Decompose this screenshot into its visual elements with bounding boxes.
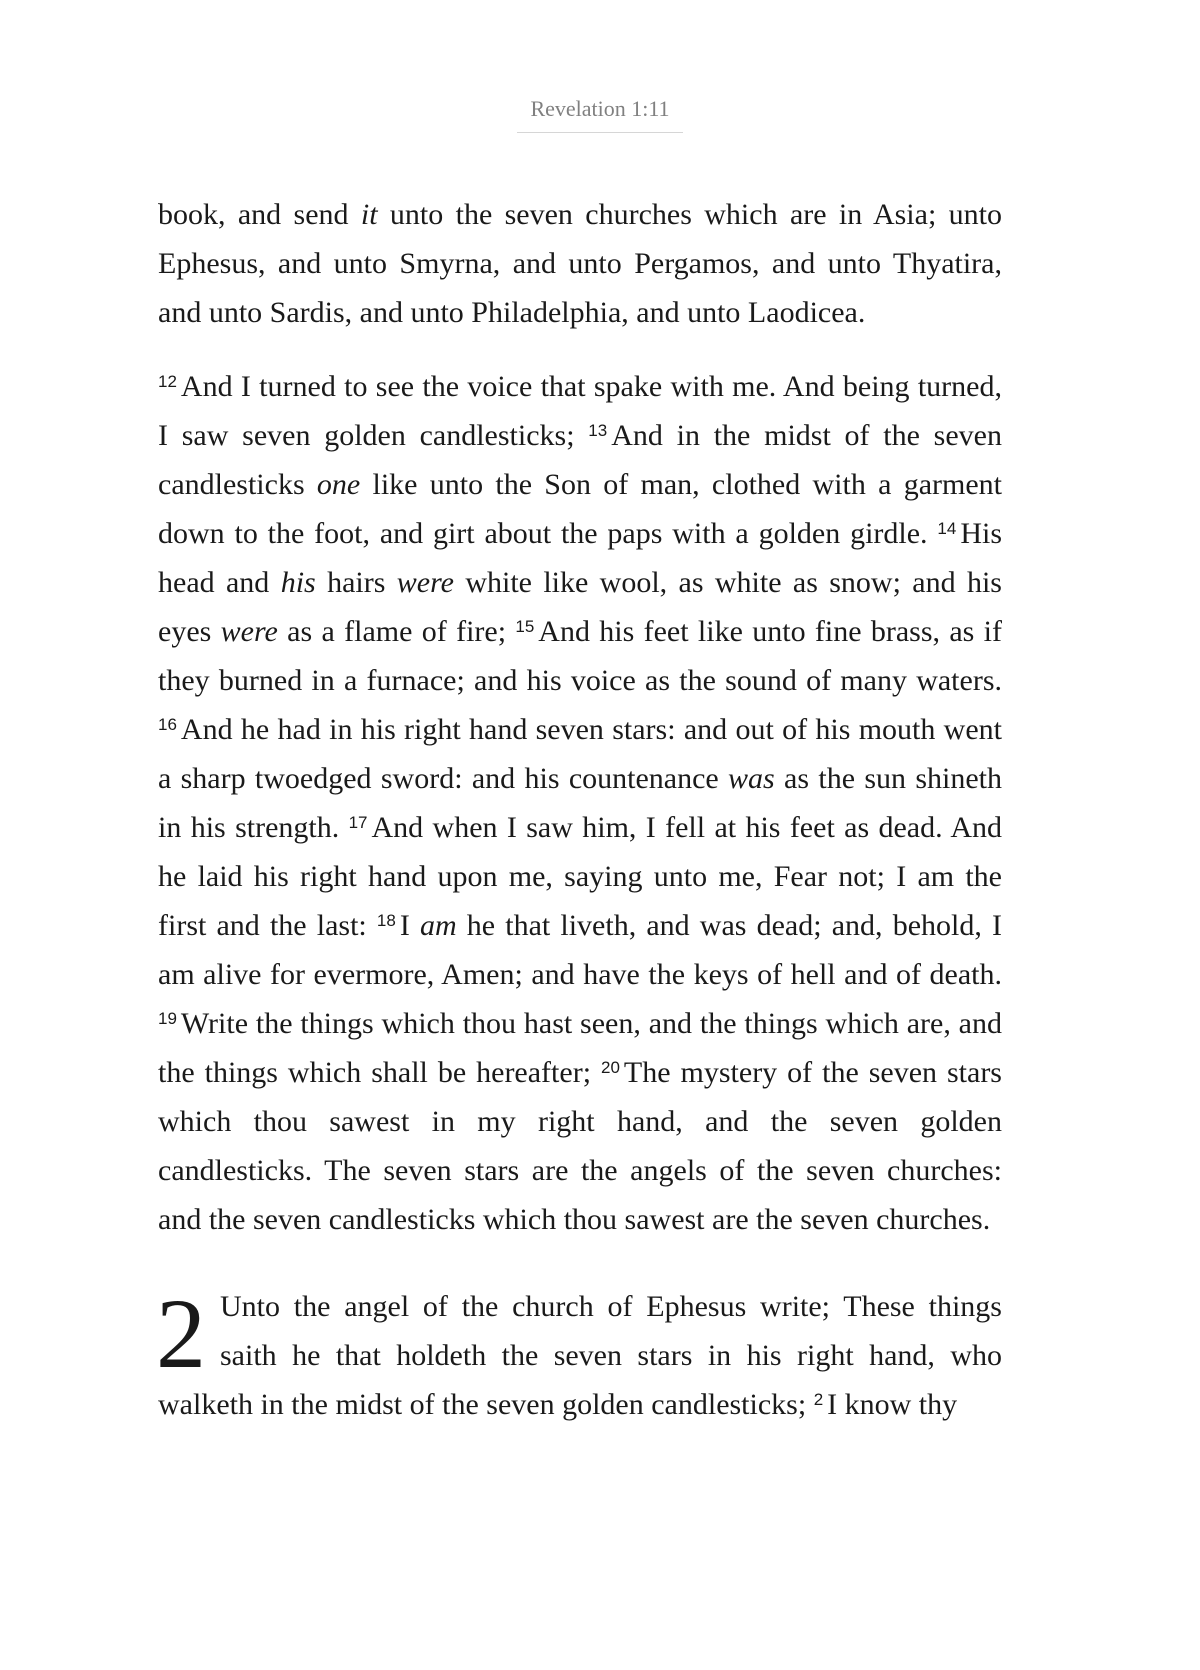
chapter-number-drop-cap: 2	[156, 1278, 206, 1389]
text-segment: And his feet like unto fine brass, as if they burned in a furnace; and his voice as the sound of many waters.	[158, 615, 1002, 697]
verse-number-16: 16	[158, 715, 177, 734]
italic-word: one	[316, 468, 361, 501]
italic-word: were	[396, 566, 454, 599]
italic-word: am	[419, 909, 457, 942]
verse-number-20: 20	[601, 1058, 620, 1077]
text-segment: like unto the Son of man, clothed with a garment down to the foot, and girt about the paps with a golden girdle.	[158, 468, 1002, 550]
paragraph-verse-11-continued	[158, 190, 1002, 337]
text-segment: hairs	[315, 566, 397, 599]
text-segment: white like wool, as white as snow; and his eyes	[158, 566, 1002, 648]
verse-number-13: 13	[588, 421, 608, 440]
paragraph-chapter-2	[156, 1278, 1002, 1429]
text-segment: unto the seven churches which are in Asia; unto Ephesus, and unto Smyrna, and unto Pergamos, and unto Thyatira, and unto Sardis, and unto Philadelphia, and unto Laodicea.	[158, 198, 1002, 329]
text-segment: he that liveth, and was dead; and, behold, I am alive for evermore, Amen; and have the keys of hell and of death.	[158, 909, 1002, 991]
text-segment: Write the things which thou hast seen, and the things which are, and the things which shall be hereafter;	[158, 1007, 1002, 1089]
text-segment: His head and	[158, 517, 1002, 599]
text-segment: as a flame of fire;	[277, 615, 516, 648]
italic-word: it	[360, 198, 378, 231]
text-segment: I know thy	[827, 1388, 958, 1421]
text-segment: And I turned to see the voice that spake with me. And being turned, I saw seven golden candlesticks;	[158, 370, 1002, 452]
scripture-text	[158, 190, 1002, 1429]
italic-word: were	[220, 615, 278, 648]
text-segment: book, and send	[158, 198, 361, 231]
text-segment: I	[399, 909, 420, 942]
text-segment: And he had in his right hand seven stars: and out of his mouth went a sharp twoedged sword: and his countenance	[158, 713, 1002, 795]
text-segment: And when I saw him, I fell at his feet as dead. And he laid his right hand upon me, saying unto me, Fear not; I am the first and the last:	[158, 811, 1002, 942]
verse-number-15: 15	[515, 617, 535, 636]
verse-number-2: 2	[813, 1390, 824, 1409]
text-segment: as the sun shineth in his strength.	[158, 762, 1002, 844]
verse-number-14: 14	[937, 519, 957, 538]
text-segment: The mystery of the seven stars which thou sawest in my right hand, and the seven golden candlesticks. The seven stars are the angels of the seven churches: and the seven candlesticks which thou sawest are the seven churches.	[158, 1056, 1002, 1236]
verse-number-12: 12	[158, 372, 177, 391]
paragraph-verses-12-20	[158, 362, 1002, 1244]
italic-word: was	[728, 762, 775, 795]
verse-number-18: 18	[376, 911, 396, 930]
verse-number-17: 17	[348, 813, 368, 832]
italic-word: his	[280, 566, 316, 599]
chapter-verse-title: Revelation 1:11	[517, 96, 683, 133]
verse-number-19: 19	[158, 1009, 177, 1028]
page-header	[0, 96, 1200, 133]
text-segment: Unto the angel of the church of Ephesus write; These things saith he that holdeth the seven stars in his right hand, who walketh in the midst of the seven golden candlesticks;	[158, 1290, 1002, 1421]
text-segment: And in the midst of the seven candlesticks	[158, 419, 1002, 501]
